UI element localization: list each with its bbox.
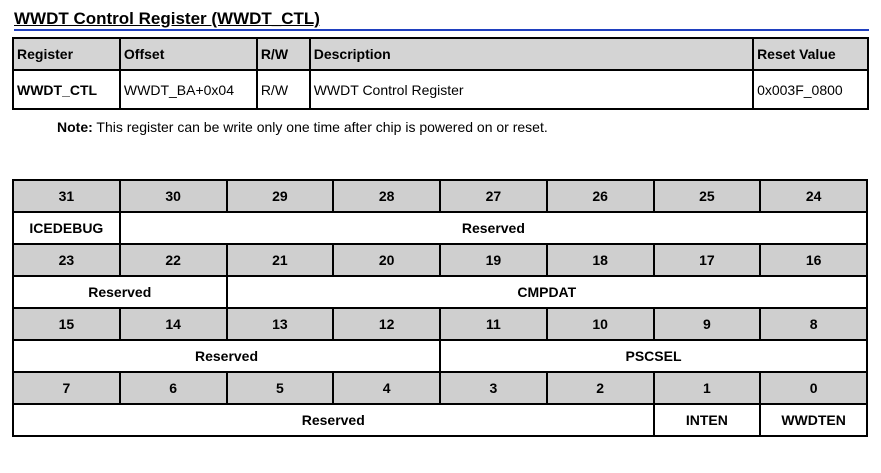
bit-number: 15 [13,308,120,340]
bit-number: 3 [440,372,547,404]
bit-number: 19 [440,244,547,276]
cell-description: WWDT Control Register [310,70,753,109]
bit-number: 0 [760,372,867,404]
register-note [57,119,548,135]
bit-number: 6 [120,372,227,404]
register-summary-table [12,37,869,110]
bit-number: 16 [760,244,867,276]
cell-rw: R/W [257,70,310,109]
bit-number: 23 [13,244,120,276]
bit-field-row [13,276,867,308]
bit-number: 4 [333,372,440,404]
bit-number: 12 [333,308,440,340]
bit-number-row [13,372,867,404]
bit-number: 7 [13,372,120,404]
bit-number: 30 [120,180,227,212]
header-reset-value: Reset Value [753,38,868,70]
bit-field-row [13,212,867,244]
bit-number: 18 [547,244,654,276]
field-reserved: Reserved [13,404,654,436]
cell-register: WWDT_CTL [13,70,120,109]
bit-number-row [13,244,867,276]
bit-number: 24 [760,180,867,212]
summary-header-row [13,38,868,70]
bit-number: 9 [654,308,761,340]
bit-number: 21 [227,244,334,276]
bit-number: 22 [120,244,227,276]
field-icedebug: ICEDEBUG [13,212,120,244]
header-offset: Offset [120,38,257,70]
bit-number: 14 [120,308,227,340]
bit-number-row [13,308,867,340]
bit-number: 5 [227,372,334,404]
field-reserved: Reserved [120,212,867,244]
cell-offset: WWDT_BA+0x04 [120,70,257,109]
bit-number: 10 [547,308,654,340]
bit-field-row [13,340,867,372]
note-label: Note: [57,119,93,135]
note-text: This register can be write only one time after chip is powered on or reset. [96,119,548,135]
summary-data-row [13,70,868,109]
bit-field-row [13,404,867,436]
header-register: Register [13,38,120,70]
field-wwdten: WWDTEN [760,404,867,436]
header-rw: R/W [257,38,310,70]
bit-number: 1 [654,372,761,404]
field-reserved: Reserved [13,276,227,308]
field-pscsel: PSCSEL [440,340,867,372]
title-underline [14,29,869,31]
bit-number: 8 [760,308,867,340]
field-cmpdat: CMPDAT [227,276,868,308]
bit-number: 31 [13,180,120,212]
bit-number: 13 [227,308,334,340]
bit-number: 11 [440,308,547,340]
field-inten: INTEN [654,404,761,436]
bit-number: 29 [227,180,334,212]
bit-number: 20 [333,244,440,276]
bit-number: 2 [547,372,654,404]
page-title: WWDT Control Register (WWDT_CTL) [14,9,320,28]
bit-field-table [12,179,868,437]
bit-number: 25 [654,180,761,212]
bit-number: 26 [547,180,654,212]
bit-number: 17 [654,244,761,276]
bit-number-row [13,180,867,212]
header-description: Description [310,38,753,70]
cell-reset-value: 0x003F_0800 [753,70,868,109]
field-reserved: Reserved [13,340,440,372]
bit-number: 27 [440,180,547,212]
bit-number: 28 [333,180,440,212]
